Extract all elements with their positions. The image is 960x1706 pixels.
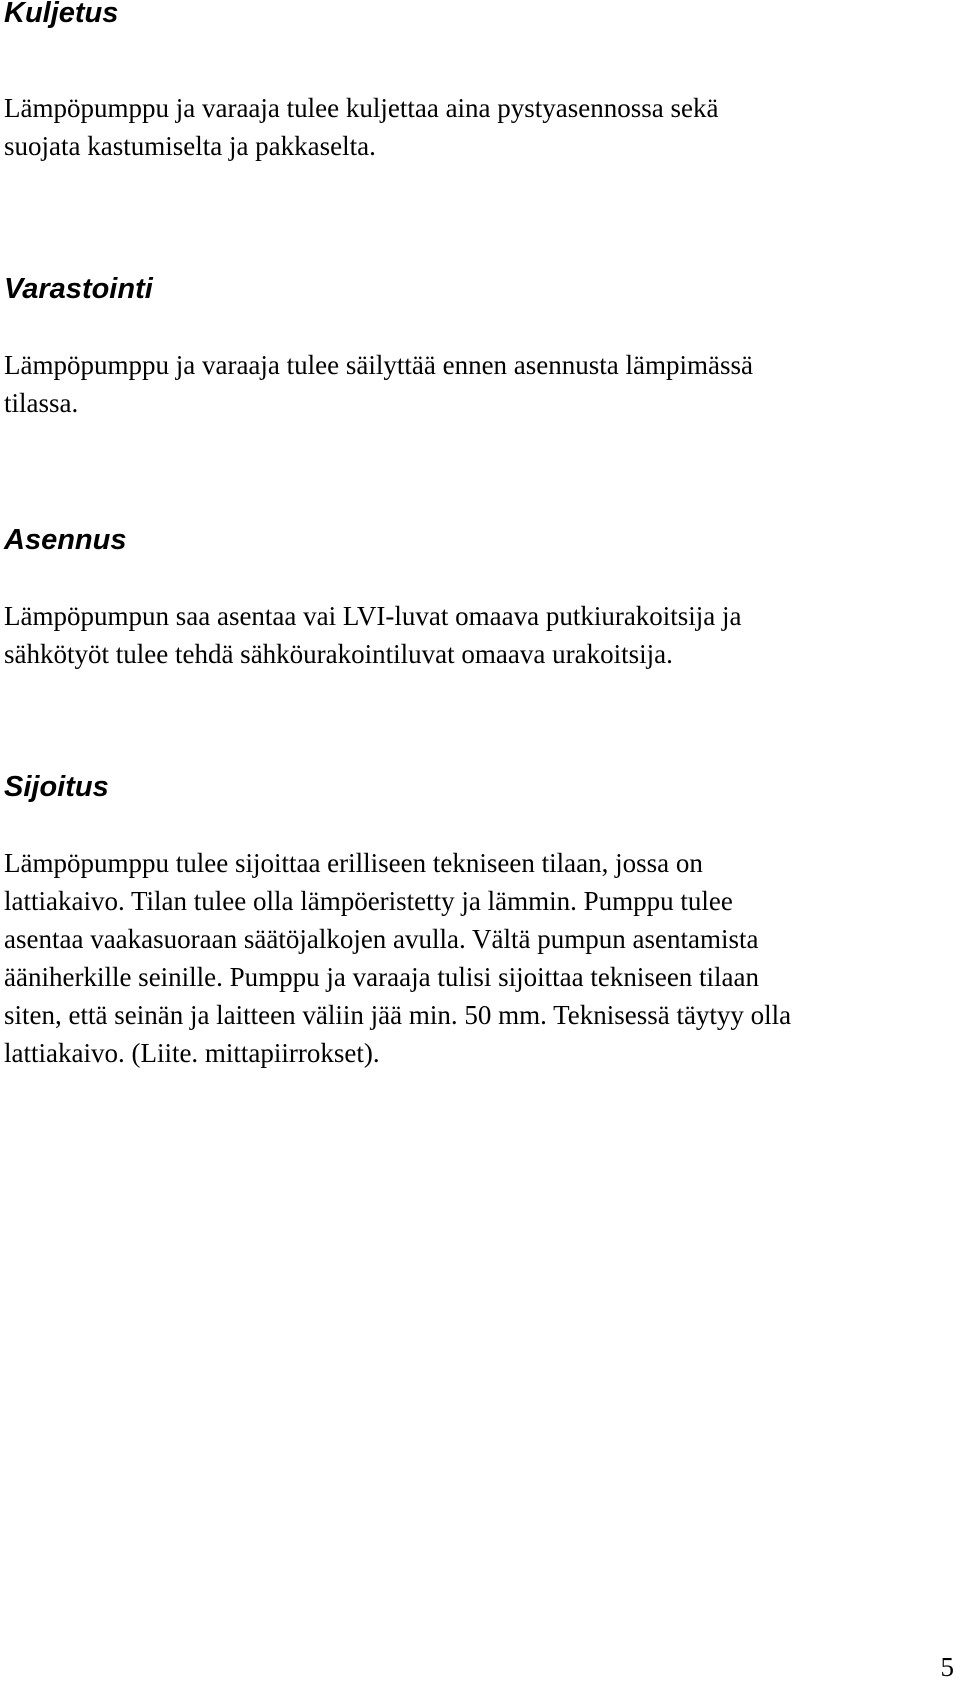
paragraph-sijoitus: Lämpöpumppu tulee sijoittaa erilliseen tekniseen tilaan, jossa on lattiakaivo. Tilan tulee olla lämpöeristetty ja lämmin. Pumppu tulee asentaa vaakasuoraan säätöjalkojen avulla. Vältä pumpun asentamista ääniherkille seinille. Pumppu ja varaaja tulisi sijoittaa tekniseen tilaan siten, että seinän ja laitteen väliin jää min. 50 mm. Teknisessä täytyy olla lattiakaivo. (Liite. mittapiirrokset). — [4, 848, 792, 1068]
paragraph-varastointi: Lämpöpumppu ja varaaja tulee säilyttää ennen asennusta lämpimässä tilassa. — [4, 350, 753, 418]
heading-asennus: Asennus — [4, 524, 127, 556]
heading-sijoitus: Sijoitus — [4, 771, 109, 803]
heading-varastointi: Varastointi — [4, 273, 153, 305]
section-sijoitus — [4, 770, 954, 1072]
paragraph-kuljetus: Lämpöpumppu ja varaaja tulee kuljettaa aina pystyasennossa sekä suojata kastumiselta ja pakkaselta. — [4, 93, 719, 161]
section-varastointi — [4, 272, 954, 422]
paragraph-asennus: Lämpöpumpun saa asentaa vai LVI-luvat omaava putkiurakoitsija ja sähkötyöt tulee tehdä sähköurakointiluvat omaava urakoitsija. — [4, 601, 742, 669]
page-number: 5 — [940, 1652, 954, 1682]
section-asennus — [4, 523, 954, 673]
section-kuljetus — [4, 0, 954, 165]
heading-kuljetus: Kuljetus — [4, 0, 119, 29]
